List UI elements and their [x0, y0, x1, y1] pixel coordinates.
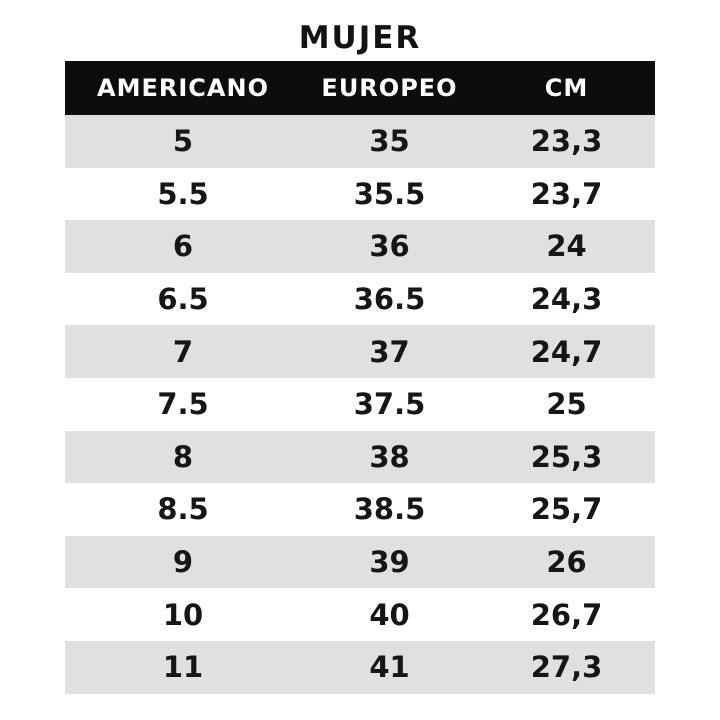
- table-cell: 38: [369, 439, 410, 474]
- table-cell: 36.5: [353, 282, 426, 317]
- table-cell: 9: [172, 545, 194, 580]
- table-cell: 25,7: [530, 492, 603, 527]
- table-cell: 35: [369, 124, 410, 159]
- table-cell: 36: [369, 229, 410, 264]
- table-cell: 27,3: [530, 650, 603, 685]
- table-row: [65, 588, 655, 641]
- table-cell: 41: [369, 650, 410, 685]
- table-row: [65, 220, 655, 273]
- table-row: [65, 273, 655, 326]
- table-cell: 7: [172, 334, 194, 369]
- table-cell: 24: [546, 229, 587, 264]
- table-cell: 35.5: [353, 176, 426, 211]
- table-cell: 23,7: [530, 176, 603, 211]
- table-body: [65, 115, 655, 694]
- table-cell: 7.5: [157, 387, 209, 422]
- table-cell: 6: [172, 229, 194, 264]
- table-cell: 40: [369, 597, 410, 632]
- table-cell: 8.5: [157, 492, 209, 527]
- table-cell: 24,7: [530, 334, 603, 369]
- table-row: [65, 641, 655, 694]
- table-cell: 8: [172, 439, 194, 474]
- column-header-europeo: EUROPEO: [321, 74, 458, 102]
- table-cell: 26: [546, 545, 587, 580]
- table-cell: 5: [172, 124, 194, 159]
- table-row: [65, 536, 655, 589]
- table-header-row: [65, 61, 655, 115]
- table-cell: 23,3: [530, 124, 603, 159]
- page-title: MUJER: [298, 20, 422, 56]
- table-row: [65, 483, 655, 536]
- table-cell: 24,3: [530, 282, 603, 317]
- table-cell: 6.5: [157, 282, 209, 317]
- table-cell: 37: [369, 334, 410, 369]
- column-header-cm: CM: [544, 74, 589, 102]
- table-cell: 37.5: [353, 387, 426, 422]
- table-row: [65, 431, 655, 484]
- table-row: [65, 325, 655, 378]
- table-cell: 5.5: [157, 176, 209, 211]
- column-header-americano: AMERICANO: [97, 74, 269, 102]
- table-cell: 10: [162, 597, 204, 632]
- table-cell: 39: [369, 545, 410, 580]
- table-cell: 38.5: [353, 492, 426, 527]
- table-row: [65, 378, 655, 431]
- table-cell: 25,3: [530, 439, 603, 474]
- table-row: [65, 115, 655, 168]
- table-cell: 26,7: [530, 597, 603, 632]
- size-table: [65, 61, 655, 694]
- table-cell: 25: [546, 387, 587, 422]
- table-row: [65, 168, 655, 221]
- table-cell: 11: [162, 650, 204, 685]
